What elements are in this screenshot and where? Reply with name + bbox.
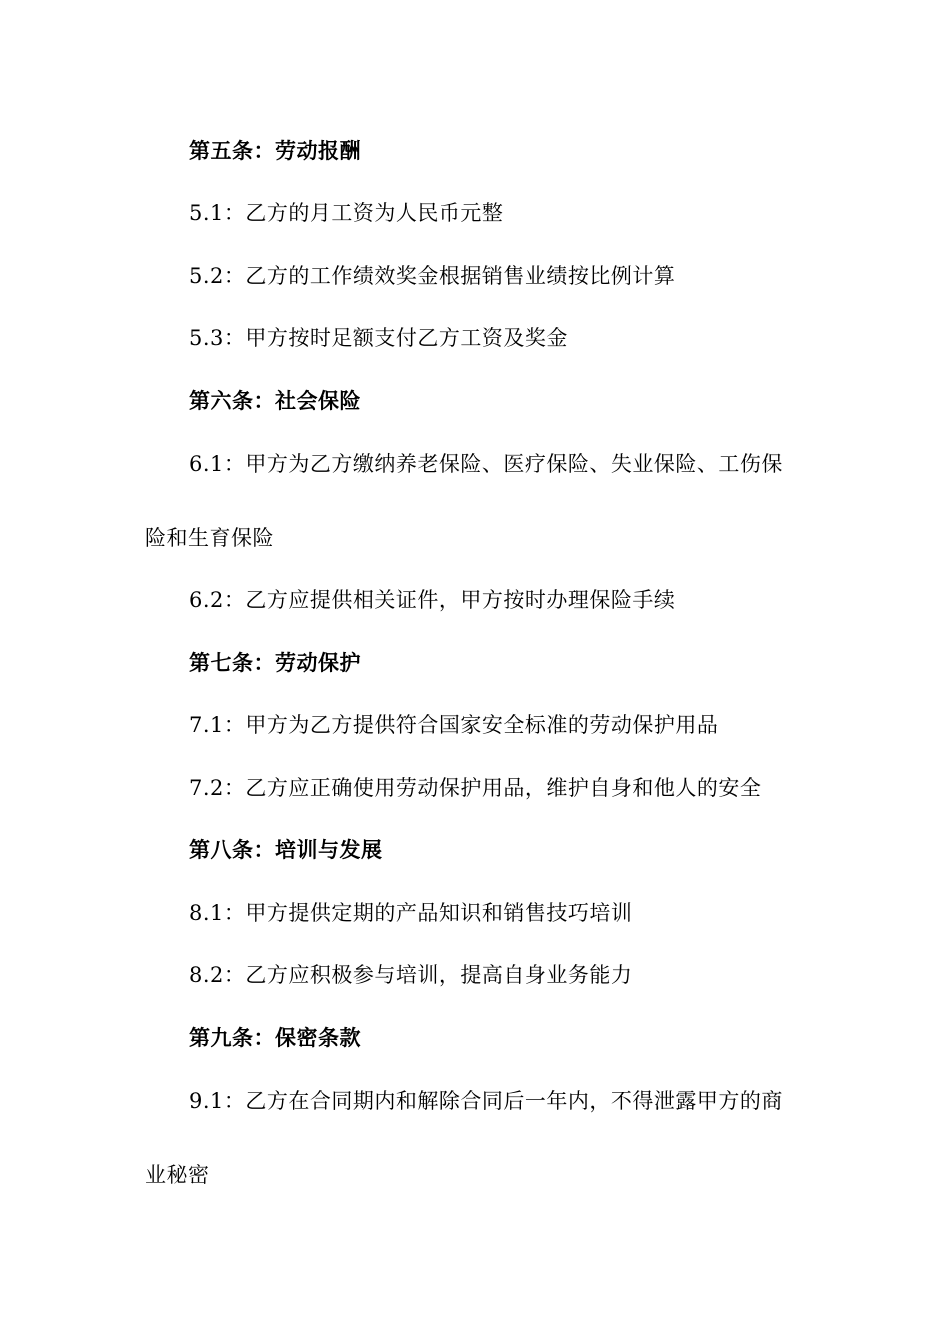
clause-8-1: 8.1：甲方提供定期的产品知识和销售技巧培训 xyxy=(189,901,633,925)
clause-6-1-line-1: 6.1：甲方为乙方缴纳养老保险、医疗保险、失业保险、工伤保 xyxy=(189,452,783,476)
clause-5-1: 5.1：乙方的月工资为人民币元整 xyxy=(189,201,504,225)
section-heading-6: 第六条：社会保险 xyxy=(189,389,361,413)
clause-8-2: 8.2：乙方应积极参与培训，提高自身业务能力 xyxy=(189,963,633,987)
clause-9-1-line-2: 业秘密 xyxy=(145,1163,210,1187)
section-heading-8: 第八条：培训与发展 xyxy=(189,838,383,862)
clause-7-2: 7.2：乙方应正确使用劳动保护用品，维护自身和他人的安全 xyxy=(189,776,762,800)
section-heading-7: 第七条：劳动保护 xyxy=(189,651,361,675)
section-heading-9: 第九条：保密条款 xyxy=(189,1026,361,1050)
clause-6-1-line-2: 险和生育保险 xyxy=(145,526,274,550)
clause-5-2: 5.2：乙方的工作绩效奖金根据销售业绩按比例计算 xyxy=(189,264,676,288)
section-heading-5: 第五条：劳动报酬 xyxy=(189,139,361,163)
clause-7-1: 7.1：甲方为乙方提供符合国家安全标准的劳动保护用品 xyxy=(189,713,719,737)
clause-9-1-line-1: 9.1：乙方在合同期内和解除合同后一年内，不得泄露甲方的商 xyxy=(189,1089,783,1113)
clause-5-3: 5.3：甲方按时足额支付乙方工资及奖金 xyxy=(189,326,568,350)
clause-6-2: 6.2：乙方应提供相关证件，甲方按时办理保险手续 xyxy=(189,588,676,612)
